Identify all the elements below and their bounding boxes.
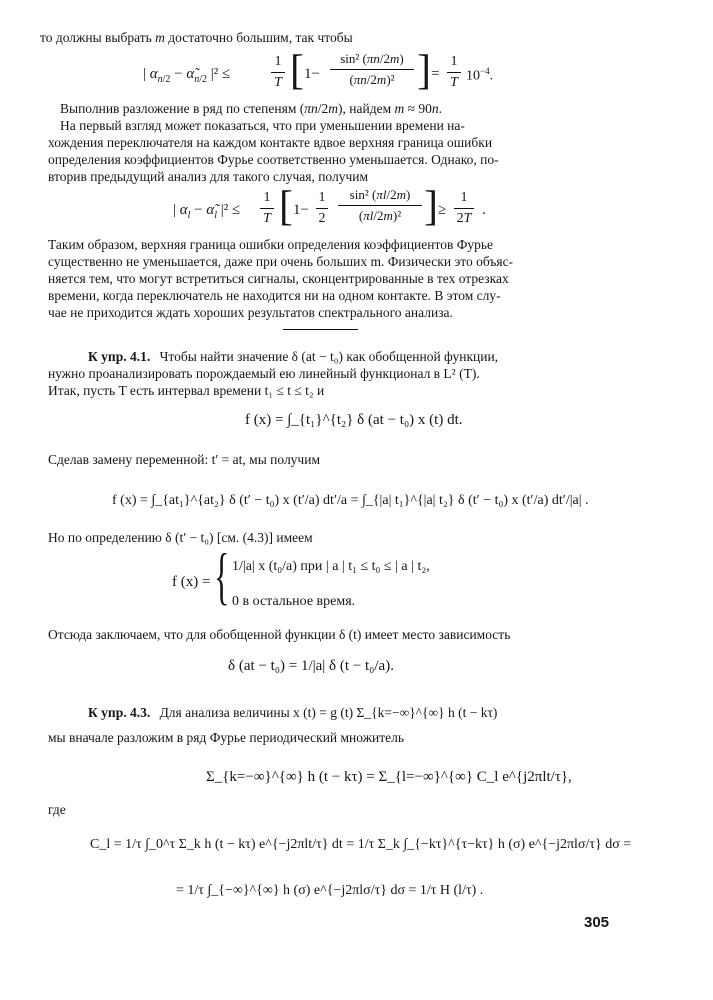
equation-9: = 1/τ ∫_{−∞}^{∞} h (σ) e^{−j2πlσ/τ} dσ = 1/τ H (l/τ) . bbox=[176, 883, 484, 898]
exercise-title: К упр. 4.1. bbox=[88, 349, 151, 364]
text-line: существенно не уменьшается, даже при очень больших m. Физически это объяс- bbox=[48, 254, 514, 269]
text-line: Отсюда заключаем, что для обобщенной функции δ (t) имеет место зависимость bbox=[48, 627, 511, 642]
text-line: Выполнив разложение в ряд по степеням (πn/2m), найдем m ≈ 90n. bbox=[60, 101, 443, 116]
equation-6: δ (at − t₀) = 1/|a| δ (t − t₀/a). bbox=[228, 658, 394, 674]
equation-8: C_l = 1/τ ∫_0^τ Σ_k h (t − kτ) e^{−j2πlt/τ} dt = 1/τ Σ_k ∫_{−kτ}^{τ−kτ} h (σ) e^{−j2πlσ/τ} dσ = bbox=[90, 837, 632, 852]
page-number: 305 bbox=[584, 914, 610, 931]
equation-3: f (x) = ∫_{t₁}^{t₂} δ (at − t₀) x (t) dt. bbox=[245, 412, 463, 428]
text-line: нужно проанализировать порождаемый ею линейный функционал в L² (T). bbox=[48, 366, 480, 381]
book-page: то должны выбрать m достаточно большим, так чтобы | $\alpha_{n/2}$ − $\alphã_{n/2}$ |² ≤ 1 T [ 1− sin² (πn/2m) (πn/2m)² ] = 1 T $10^{-4}$. Выполнив разложение в ряд по степеням (πn/2m), найдем m ≈ 90n. На первый взгляд может показаться, что при уменьшении времени на- хождения переключателя на каждом контакте вдвое верхняя граница ошибки определения коэффициентов Фурье соответственно уменьшается. Однако, по- вторив предыдущий анализ для такого случая, получим | $\alpha_l$ − $\alphã_l$ |² ≤ 1 T [ 1− 1 2 sin² (πl/2m) (πl/2m)² ] ≥ 1 2T . Таким образом, верхняя граница ошибки определения коэффициентов Фурье существенно не уменьшается, даже при очень больших m. Физически это объяс- няется тем, что могут встретиться сигналы, сконцентрированные в тех отрезках времени, когда переключатель не находится ни на одном контакте. В этом слу- чае не приходится ждать хороших результатов спектрального анализа. К упр. 4.1. Чтобы найти значение δ (at − t₀) как обобщенной функции, нужно проанализировать порождаемый ею линейный функционал в L² (T). Итак, пусть T есть интервал времени t₁ ≤ t ≤ t₂ и f (x) = ∫_{t₁}^{t₂} δ (at − t₀) x (t) dt. Сделав замену переменной: t′ = at, мы получим f (x) = ∫_{at₁}^{at₂} δ (t′ − t₀) x (t′/a) dt′/a = ∫_{|a| t₁}^{|a| t₂} δ (t′ − t₀) x (t′/a) dt′/|a| . Но по определению δ (t′ − t₀) [см. (4.3)] имеем f (x) = { 1/|a| x (t₀/a) при | a | t₁ ≤ t₀ ≤ | a | t₂, 0 в остальное время. Отсюда заключаем, что для обобщенной функции δ (t) имеет место зависимость δ (at − t₀) = 1/|a| δ (t − t₀/a). К упр. 4.3. Для анализа величины x (t) = g (t) Σ_{k=−∞}^{∞} h (t − kτ) мы вначале разложим в ряд Фурье периодический множитель Σ_{k=−∞}^{∞} h (t − kτ) = Σ_{l=−∞}^{∞} C_l e^{j2πlt/τ}, где C_l = 1/τ ∫_0^τ Σ_k h (t − kτ) e^{−j2πlt/τ} dt = 1/τ Σ_k ∫_{−kτ}^{τ−kτ} h (σ) e^{−j2πlσ/τ} dσ = = 1/τ ∫_{−∞}^{∞} h (σ) e^{−j2πlσ/τ} dσ = 1/τ H (l/τ) . 305 bbox=[40, 30, 632, 931]
equation-7: Σ_{k=−∞}^{∞} h (t − kτ) = Σ_{l=−∞}^{∞} C_l e^{j2πlt/τ}, bbox=[206, 769, 572, 785]
text-line: Итак, пусть T есть интервал времени t₁ ≤ t ≤ t₂ и bbox=[48, 383, 325, 398]
text-line: времени, когда переключатель не находится ни на одном контакте. В этом слу- bbox=[48, 288, 501, 303]
case-1: 1/|a| x (t₀/a) при | a | t₁ ≤ t₀ ≤ | a | t₂, bbox=[232, 559, 430, 574]
text-line: Чтобы найти значение δ (at − t₀) как обобщенной функции, bbox=[159, 349, 499, 364]
text-line: определения коэффициентов Фурье соответственно уменьшается. Однако, по- bbox=[48, 152, 499, 167]
equation-4: f (x) = ∫_{at₁}^{at₂} δ (t′ − t₀) x (t′/a) dt′/a = ∫_{|a| t₁}^{|a| t₂} δ (t′ − t₀) x (t′/a) dt′/|a| . bbox=[112, 493, 589, 508]
text-line: хождения переключателя на каждом контакте вдвое верхняя граница ошибки bbox=[48, 135, 493, 150]
text-line: Сделав замену переменной: t′ = at, мы получим bbox=[48, 452, 320, 467]
text-line: чае не приходится ждать хороших результатов спектрального анализа. bbox=[48, 305, 453, 320]
exercise-4-1-heading bbox=[88, 350, 498, 364]
text-line: На первый взгляд может показаться, что при уменьшении времени на- bbox=[60, 118, 465, 133]
text-line: Для анализа величины x (t) = g (t) Σ_{k=−∞}^{∞} h (t − kτ) bbox=[159, 705, 498, 720]
text-line: мы вначале разложим в ряд Фурье периодический множитель bbox=[48, 730, 405, 745]
text-line: то должны выбрать m достаточно большим, так чтобы bbox=[40, 30, 353, 45]
text-line: Таким образом, верхняя граница ошибки определения коэффициентов Фурье bbox=[48, 237, 494, 252]
exercise-title: К упр. 4.3. bbox=[88, 705, 151, 720]
text-line: Но по определению δ (t′ − t₀) [см. (4.3)] имеем bbox=[48, 530, 313, 545]
text-line: вторив предыдущий анализ для такого случая, получим bbox=[48, 169, 369, 184]
section-divider bbox=[283, 329, 358, 330]
case-2: 0 в остальное время. bbox=[232, 594, 356, 609]
exercise-4-3-heading bbox=[88, 706, 497, 720]
text-line: где bbox=[48, 802, 66, 817]
text-line: няется тем, что могут встретиться сигналы, сконцентрированные в тех отрезках bbox=[48, 271, 509, 286]
